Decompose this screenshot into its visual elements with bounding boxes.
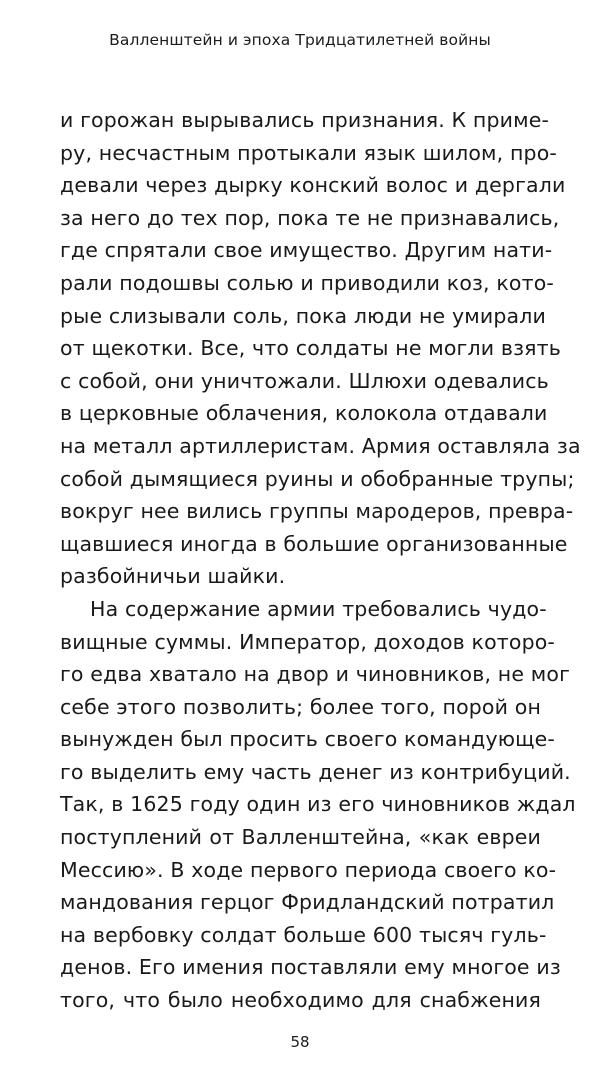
text-line: рые слизывали соль, пока люди не умирали: [60, 303, 546, 328]
text-line: мандования герцог Фридландский потратил: [60, 890, 555, 915]
paragraph-2: [60, 593, 576, 1017]
text-line: щавшиеся иногда в большие организованные: [60, 531, 568, 556]
text-line: На содержание армии требовались чудо-: [90, 596, 547, 621]
text-line: разбойничьи шайки.: [60, 564, 286, 589]
text-line: себе этого позволить; более того, порой он: [60, 694, 542, 719]
paragraph-1: [60, 104, 581, 593]
text-line: где спрятали свое имущество. Другим нати-: [60, 238, 553, 263]
running-header: Валленштейн и эпоха Тридцатилетней войны: [109, 31, 491, 49]
text-line: вынужден был просить своего командующе-: [60, 727, 555, 752]
text-line: Так, в 1625 году один из его чиновников ждал: [60, 792, 576, 817]
text-line: на вербовку солдат больше 600 тысяч гуль-: [60, 922, 547, 947]
text-line: собой дымящиеся руины и обобранные трупы;: [60, 466, 575, 491]
text-line: вокруг нее вились группы мародеров, превра-: [60, 499, 574, 524]
text-line: вищные суммы. Император, доходов которо-: [60, 629, 555, 654]
text-line: Мессию». В ходе первого периода своего ко-: [60, 857, 557, 882]
text-line: за него до тех пор, пока те не признавались,: [60, 205, 560, 230]
text-line: девали через дырку конский волос и дергали: [60, 173, 566, 198]
text-line: го выделить ему часть денег из контрибуций.: [60, 759, 571, 784]
text-line: от щекотки. Все, что солдаты не могли взять: [60, 336, 561, 361]
text-line: ру, несчастным протыкали язык шилом, про-: [60, 140, 557, 165]
text-line: и горожан вырывались признания. К приме-: [60, 108, 550, 132]
text-line: денов. Его имения поставляли ему многое из: [60, 955, 561, 980]
text-line: го едва хватало на двор и чиновников, не мог: [60, 662, 571, 687]
text-line: на металл артиллеристам. Армия оставляла за: [60, 433, 581, 458]
text-line: поступлений от Валленштейна, «как евреи: [60, 825, 541, 850]
page-number: 58: [290, 1033, 310, 1051]
text-line: в церковные облачения, колокола отдавали: [60, 401, 548, 426]
text-line: рали подошвы солью и приводили коз, кото-: [60, 270, 554, 295]
text-line: с собой, они уничтожали. Шлюхи одевались: [60, 368, 549, 393]
text-line: того, что было необходимо для снабжения: [60, 988, 541, 1013]
page-body: [60, 104, 581, 1017]
